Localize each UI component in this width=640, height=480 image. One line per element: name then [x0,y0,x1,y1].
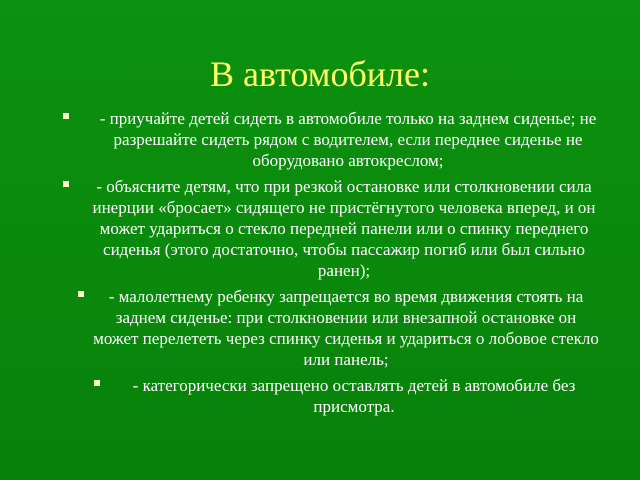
list-item [0,108,640,171]
square-bullet-icon [63,113,69,119]
slide-title: В автомобиле: [210,54,430,94]
square-bullet-icon [63,181,69,187]
list-item-text: - объясните детям, что при резкой остановке или столкновении сила инерции «бросает» сидящего не пристёгнутого человека вперед, и он может удариться о стекло передней панели или о спинку переднего сиденья (этого достаточно, чтобы пассажир погиб или был сильно ранен); [92,177,596,280]
list-item [0,286,640,370]
list-item-text: - малолетнему ребенку запрещается во время движения стоять на заднем сиденье: при столкновении или внезапной остановке он может перелететь через спинку сиденья и удариться о лобовое стекло или панель; [93,287,599,369]
square-bullet-icon [78,291,84,297]
list-item [0,375,640,417]
bullet-list [0,108,640,422]
list-item [0,176,640,281]
square-bullet-icon [94,380,100,386]
list-item-text: - категорически запрещено оставлять детей в автомобиле без присмотра. [132,376,576,416]
list-item-text: - приучайте детей сидеть в автомобиле только на заднем сиденье; не разрешайте сидеть рядом с водителем, если переднее сиденье не оборудовано автокреслом; [99,109,597,170]
